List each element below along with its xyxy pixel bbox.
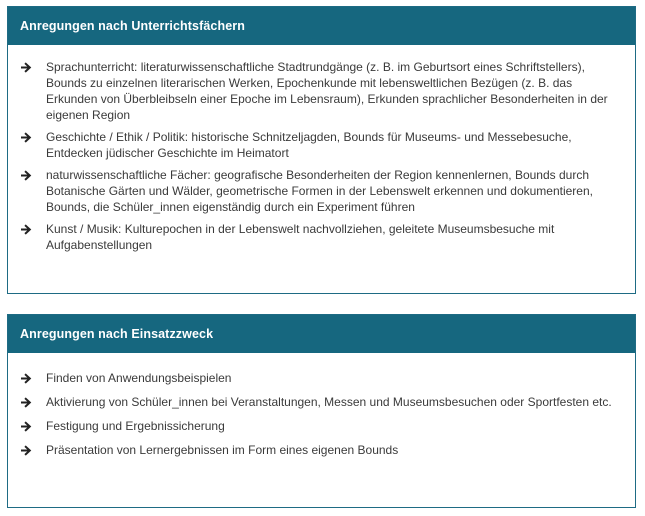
list-item bbox=[20, 221, 621, 253]
list-item-text: Geschichte / Ethik / Politik: historische Schnitzeljagden, Bounds für Museums- und Messebesuche, Entdecken jüdischer Geschichte im Heimatort bbox=[46, 130, 572, 160]
subjects-list bbox=[8, 45, 635, 253]
list-item-text: naturwissenschaftliche Fächer: geografische Besonderheiten der Region kennenlernen, Bounds durch Botanische Gärten und Wälder, geometrische Formen in der Lebenswelt erkennen und dokumentieren, Bounds, die Schüler_innen eigenständig durch ein Experiment führen bbox=[46, 168, 593, 214]
list-item-text: Sprachunterricht: literaturwissenschaftliche Stadtrundgänge (z. B. im Geburtsort eines Schriftstellers), Bounds zu einzelnen literarischen Werken, Epochenkunde mit lebensweltlichen Bezügen (z. B. das Erkunden von Überbleibseln einer Epoche im Lebensraum), Erkunden sprachlicher Besonderheiten in der eigenen Region bbox=[46, 60, 608, 122]
list-item bbox=[20, 167, 621, 215]
list-item-text: Finden von Anwendungsbeispielen bbox=[46, 371, 232, 385]
arrow-right-icon bbox=[21, 418, 33, 434]
list-item-text: Festigung und Ergebnissicherung bbox=[46, 419, 225, 433]
arrow-right-icon bbox=[21, 370, 33, 386]
list-item bbox=[20, 394, 621, 410]
list-item bbox=[20, 59, 621, 123]
list-item bbox=[20, 370, 621, 386]
purpose-list bbox=[8, 353, 635, 458]
arrow-right-icon bbox=[21, 442, 33, 458]
arrow-right-icon bbox=[21, 59, 33, 75]
list-item bbox=[20, 129, 621, 161]
arrow-right-icon bbox=[21, 167, 33, 183]
list-item-text: Präsentation von Lernergebnissen im Form eines eigenen Bounds bbox=[46, 443, 399, 457]
purpose-section bbox=[7, 314, 636, 508]
arrow-right-icon bbox=[21, 394, 33, 410]
list-item bbox=[20, 418, 621, 434]
subjects-section bbox=[7, 6, 636, 294]
subjects-section-title: Anregungen nach Unterrichtsfächern bbox=[8, 7, 635, 45]
list-item-text: Aktivierung von Schüler_innen bei Veranstaltungen, Messen und Museumsbesuchen oder Sportfesten etc. bbox=[46, 395, 612, 409]
list-item-text: Kunst / Musik: Kulturepochen in der Lebenswelt nachvollziehen, geleitete Museumsbesuche mit Aufgabenstellungen bbox=[46, 222, 555, 252]
purpose-section-title: Anregungen nach Einsatzzweck bbox=[8, 315, 635, 353]
arrow-right-icon bbox=[21, 129, 33, 145]
arrow-right-icon bbox=[21, 221, 33, 237]
list-item bbox=[20, 442, 621, 458]
